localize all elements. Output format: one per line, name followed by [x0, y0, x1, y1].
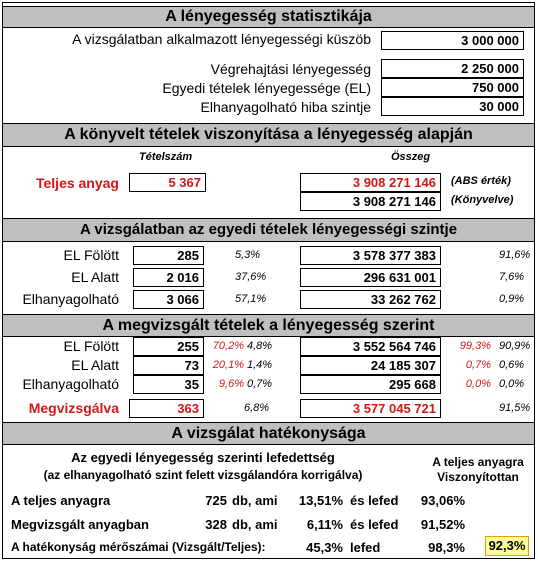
total-material-label: Teljes anyag — [35, 175, 119, 191]
level-row-pct: 37,6% — [235, 271, 267, 283]
eff-row2-unit: db, ami — [232, 517, 278, 532]
eff-row1-pct2: 93,06% — [420, 493, 465, 508]
examined-row-sum: 24 185 307 — [300, 356, 441, 375]
examined-row-sum-pct: 0,6% — [499, 359, 525, 371]
exec-materiality-value: 2 250 000 — [381, 59, 524, 78]
examined-row-sum-pct-red: 99,3% — [459, 340, 491, 352]
eff-row3-pct2: 98,3% — [428, 540, 465, 555]
negligible-label: Elhanyagolható hiba szintje — [200, 99, 371, 115]
examined-row-pct: 4,8% — [247, 340, 273, 352]
section-title-statistics: A lényegesség statisztikája — [3, 6, 534, 28]
eff-row1-pct: 13,51% — [298, 493, 343, 508]
examined-row-sum-pct-red: 0,7% — [465, 359, 491, 371]
examined-total-label: Megvizsgálva — [28, 400, 119, 416]
el-label: Egyedi tételek lényegessége (EL) — [162, 80, 371, 96]
examined-total-sum-pct: 91,5% — [499, 402, 531, 414]
eff-row3-label: A hatékonyság mérőszámai (Vizsgált/Teljes): — [11, 540, 266, 554]
section-title-examined: A megvizsgált tételek a lényegesség szerint — [3, 314, 534, 337]
effectiveness-highlight: 92,3% — [485, 536, 529, 556]
level-row-sum: 3 578 377 383 — [300, 246, 441, 265]
examined-row-pct-red: 9,6% — [218, 378, 244, 390]
examined-row-sum-pct: 0,0% — [499, 378, 525, 390]
examined-row-sum: 295 668 — [300, 375, 441, 394]
abs-sum-value: 3 908 271 146 — [300, 173, 441, 192]
eff-row3-pct: 45,3% — [306, 540, 343, 555]
examined-row-sum-pct: 90,9% — [499, 340, 531, 352]
section-title-booked: A könyvelt tételek viszonyítása a lényegesség alapján — [3, 123, 534, 147]
section-title-effectiveness: A vizsgálat hatékonysága — [3, 422, 534, 445]
threshold-label: A vizsgálatban alkalmazott lényegességi küszöb — [72, 31, 371, 47]
examined-total-count: 363 — [129, 399, 204, 418]
level-row-label: EL Alatt — [71, 269, 119, 285]
examined-row-label: EL Fölött — [63, 338, 119, 354]
booked-sum-value: 3 908 271 146 — [300, 192, 441, 211]
coverage-note: (az elhanyagolható szint felett vizsgálandóra korrigálva) — [43, 468, 363, 482]
report-frame — [2, 2, 535, 559]
examined-row-pct: 0,7% — [247, 378, 273, 390]
examined-row-label: EL Alatt — [71, 357, 119, 373]
total-count: 5 367 — [129, 173, 206, 192]
coverage-subtitle: Az egyedi lényegesség szerinti lefedettség — [71, 450, 335, 465]
level-row-count: 3 066 — [133, 290, 204, 309]
eff-row1-unit: db, ami — [232, 493, 278, 508]
examined-total-pct: 6,8% — [244, 402, 270, 414]
level-row-label: Elhanyagolható — [22, 291, 119, 307]
level-row-pct: 57,1% — [235, 293, 267, 305]
col-count-header: Tételszám — [139, 151, 193, 163]
examined-row-sum: 3 552 564 746 — [300, 337, 441, 356]
examined-row-pct: 1,4% — [247, 359, 273, 371]
level-row-count: 285 — [133, 246, 204, 265]
level-row-sum-pct: 7,6% — [499, 271, 525, 283]
examined-row-pct-red: 70,2% — [212, 340, 244, 352]
eff-row2-label: Megvizsgált anyagban — [11, 517, 149, 532]
exec-materiality-label: Végrehajtási lényegesség — [210, 61, 371, 77]
abs-label: (ABS érték) — [451, 175, 511, 187]
eff-row1-count: 725 — [205, 493, 227, 508]
eff-row1-label: A teljes anyagra — [11, 493, 111, 508]
level-row-sum-pct: 91,6% — [499, 249, 531, 261]
eff-row2-count: 328 — [205, 517, 227, 532]
examined-row-count: 35 — [133, 375, 204, 394]
eff-row2-pct: 6,11% — [306, 517, 343, 532]
negligible-value: 30 000 — [381, 97, 524, 116]
examined-total-sum: 3 577 045 721 — [300, 399, 441, 418]
examined-row-label: Elhanyagolható — [22, 376, 119, 392]
examined-row-count: 255 — [133, 337, 204, 356]
booked-label: (Könyvelve) — [451, 194, 514, 206]
level-row-label: EL Fölött — [63, 247, 119, 263]
level-row-pct: 5,3% — [235, 249, 261, 261]
level-row-sum-pct: 0,9% — [499, 293, 525, 305]
eff-row2-covers: és lefed — [350, 517, 399, 532]
relative-header-2: Viszonyítottan — [437, 470, 519, 484]
eff-row1-covers: és lefed — [350, 493, 399, 508]
eff-row3-covers: lefed — [350, 540, 381, 555]
section-title-levels: A vizsgálatban az egyedi tételek lényegességi szintje — [3, 218, 534, 242]
eff-row2-pct2: 91,52% — [420, 517, 465, 532]
examined-row-count: 73 — [133, 356, 204, 375]
examined-row-sum-pct-red: 0,0% — [465, 378, 491, 390]
threshold-value: 3 000 000 — [381, 31, 524, 50]
col-sum-header: Összeg — [391, 151, 431, 163]
examined-row-pct-red: 20,1% — [212, 359, 244, 371]
level-row-sum: 33 262 762 — [300, 290, 441, 309]
el-value: 750 000 — [381, 78, 524, 97]
relative-header-1: A teljes anyagra — [432, 455, 524, 469]
level-row-count: 2 016 — [133, 268, 204, 287]
level-row-sum: 296 631 001 — [300, 268, 441, 287]
